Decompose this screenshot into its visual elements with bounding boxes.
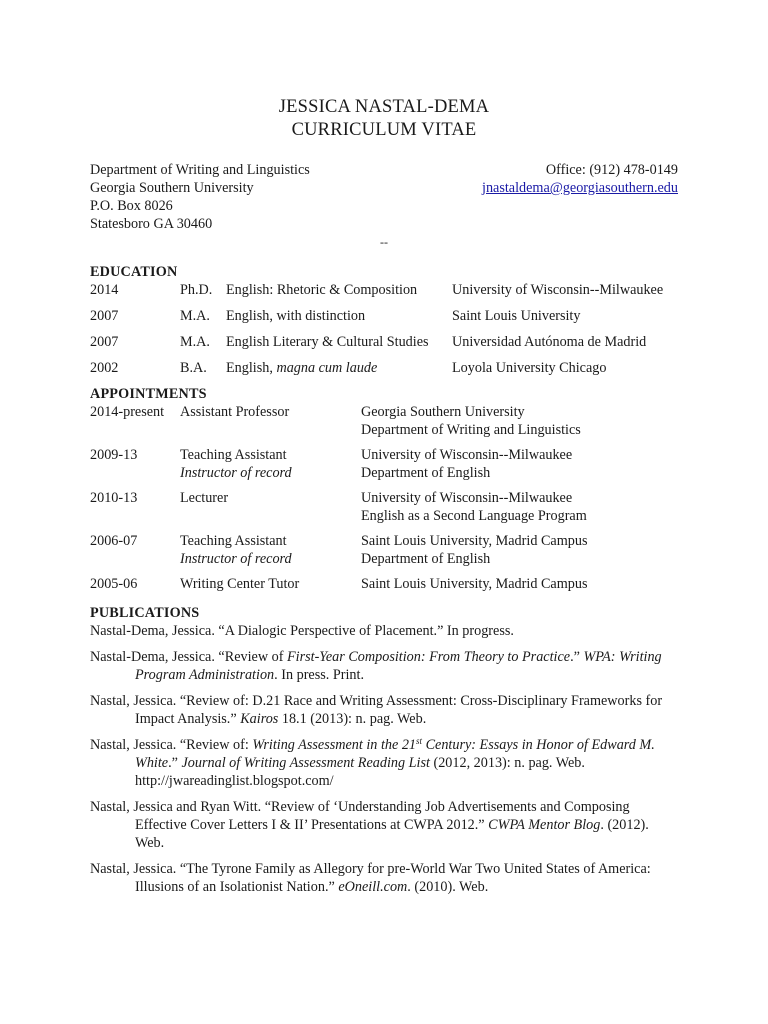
edu-institution: University of Wisconsin--Milwaukee (452, 282, 664, 298)
appointments-heading: APPOINTMENTS (90, 386, 207, 402)
appointment-row (90, 532, 678, 568)
appt-place-line2: Department of English (361, 465, 491, 481)
edu-field (226, 359, 377, 377)
office-phone: Office: (912) 478-0149 (545, 162, 678, 178)
email-link[interactable]: jnastaldema@georgiasouthern.edu (482, 180, 678, 196)
publications-heading: PUBLICATIONS (90, 605, 200, 621)
edu-field: English, with distinction (226, 308, 366, 324)
appt-title: Teaching Assistant (180, 533, 287, 549)
appt-dates: 2006-07 (90, 533, 138, 549)
appt-title-block (180, 575, 299, 593)
appt-place-line1: University of Wisconsin--Milwaukee (361, 447, 573, 463)
po-box: P.O. Box 8026 (90, 198, 173, 214)
publication-entry (90, 736, 678, 790)
edu-degree: Ph.D. (180, 282, 213, 298)
pub-venue: Journal of Writing Assessment Reading List (181, 755, 430, 771)
cv-page (90, 96, 678, 904)
appt-title: Teaching Assistant (180, 447, 287, 463)
education-heading: EDUCATION (90, 264, 178, 280)
appt-place-line2: Department of Writing and Linguistics (361, 422, 581, 438)
university: Georgia Southern University (90, 180, 254, 196)
edu-institution: Saint Louis University (452, 308, 581, 324)
pub-title: Century: Essays in Honor of Edward M. White (135, 737, 655, 771)
appt-place-line1: Saint Louis University, Madrid Campus (361, 533, 588, 549)
education-row (90, 333, 678, 351)
pub-text: (2012, 2013): n. pag. Web. http://jwareadinglist.blogspot.com/ (135, 755, 585, 789)
pub-text: . (2012). Web. (135, 817, 649, 851)
pub-venue: Kairos (240, 711, 279, 727)
cv-subtitle: CURRICULUM VITAE (291, 120, 477, 140)
pub-venue: eOneill.com (338, 879, 408, 895)
appt-dates: 2014-present (90, 404, 165, 420)
education-row (90, 359, 678, 377)
appt-title: Writing Center Tutor (180, 576, 300, 592)
appt-title-block (180, 446, 292, 482)
publication-entry (90, 860, 678, 896)
appt-title: Lecturer (180, 490, 229, 506)
mailing-address (90, 161, 310, 233)
contact-block (90, 161, 678, 233)
cv-name: JESSICA NASTAL-DEMA (278, 97, 490, 117)
edu-degree: M.A. (180, 308, 210, 324)
edu-year: 2014 (90, 282, 119, 298)
appointment-row (90, 575, 678, 593)
appt-place-line2: English as a Second Language Program (361, 508, 587, 524)
pub-text: Nastal-Dema, Jessica. “Review of (90, 649, 287, 665)
appointments-list (90, 403, 678, 593)
pub-venue: CWPA Mentor Blog (488, 817, 601, 833)
appt-title-block (180, 403, 289, 421)
appt-dates: 2010-13 (90, 490, 138, 506)
edu-field: English Literary & Cultural Studies (226, 334, 429, 350)
pub-text: .” (570, 649, 584, 665)
appt-place (361, 575, 678, 593)
pub-text: Nastal, Jessica and Ryan Witt. “Review of ‘Understanding Job Advertisements and Composing Effective Cover Letters I & II’ Presentations at CWPA 2012.” (90, 799, 630, 833)
appt-title-note: Instructor of record (180, 551, 292, 567)
appointment-row (90, 446, 678, 482)
appointment-row (90, 403, 678, 439)
education-row (90, 307, 678, 325)
appt-dates: 2005-06 (90, 576, 138, 592)
separator: -- (380, 235, 388, 249)
pub-venue: WPA: Writing Program Administration (135, 649, 662, 683)
publications-list (90, 622, 678, 896)
edu-field: English: Rhetoric & Composition (226, 282, 418, 298)
appt-place-line1: Georgia Southern University (361, 404, 525, 420)
publication-entry (90, 692, 678, 728)
appt-title-block (180, 489, 228, 507)
pub-text: 18.1 (2013): n. pag. Web. (278, 711, 427, 727)
appt-place (361, 532, 678, 568)
education-list (90, 281, 678, 377)
edu-year: 2007 (90, 308, 119, 324)
publication-entry (90, 622, 678, 640)
edu-degree: M.A. (180, 334, 210, 350)
city: Statesboro GA 30460 (90, 216, 213, 232)
appt-dates: 2009-13 (90, 447, 138, 463)
pub-title: First-Year Composition: From Theory to Practice (286, 649, 571, 665)
pub-text: Nastal-Dema, Jessica. “A Dialogic Perspective of Placement.” In progress. (90, 623, 514, 639)
appt-place (361, 489, 678, 525)
pub-title: Writing Assessment in the 21 (252, 737, 417, 753)
appointment-row (90, 489, 678, 525)
edu-institution: Universidad Autónoma de Madrid (452, 334, 647, 350)
pub-text: Nastal, Jessica. “The Tyrone Family as Allegory for pre-World War Two United States of America: Illusions of an Isolationist Nation.” (90, 861, 651, 895)
pub-text: . In press. Print. (274, 667, 364, 683)
contact-info (482, 161, 678, 197)
edu-year: 2002 (90, 360, 119, 376)
pub-text: Nastal, Jessica. “Review of: (90, 737, 253, 753)
pub-text: . (2010). Web. (407, 879, 489, 895)
publication-entry (90, 648, 678, 684)
appt-place-line2: Department of English (361, 551, 491, 567)
publication-entry (90, 798, 678, 852)
edu-degree: B.A. (180, 360, 207, 376)
edu-institution: Loyola University Chicago (452, 360, 607, 376)
edu-field-text: English, (226, 360, 277, 376)
education-row (90, 281, 678, 299)
edu-year: 2007 (90, 334, 119, 350)
pub-text: .” (168, 755, 182, 771)
appt-title-note: Instructor of record (180, 465, 292, 481)
pub-text: Nastal, Jessica. “Review of: D.21 Race and Writing Assessment: Cross-Disciplinary Frameworks for Impact Analysis.” (90, 693, 663, 727)
department: Department of Writing and Linguistics (90, 162, 310, 178)
appt-place (361, 446, 678, 482)
appt-place-line1: Saint Louis University, Madrid Campus (361, 576, 588, 592)
appt-title: Assistant Professor (180, 404, 290, 420)
appt-place-line1: University of Wisconsin--Milwaukee (361, 490, 573, 506)
pub-title-superscript: st (416, 736, 423, 746)
appt-place (361, 403, 678, 439)
appt-title-block (180, 532, 292, 568)
edu-field-honors: magna cum laude (276, 360, 378, 376)
